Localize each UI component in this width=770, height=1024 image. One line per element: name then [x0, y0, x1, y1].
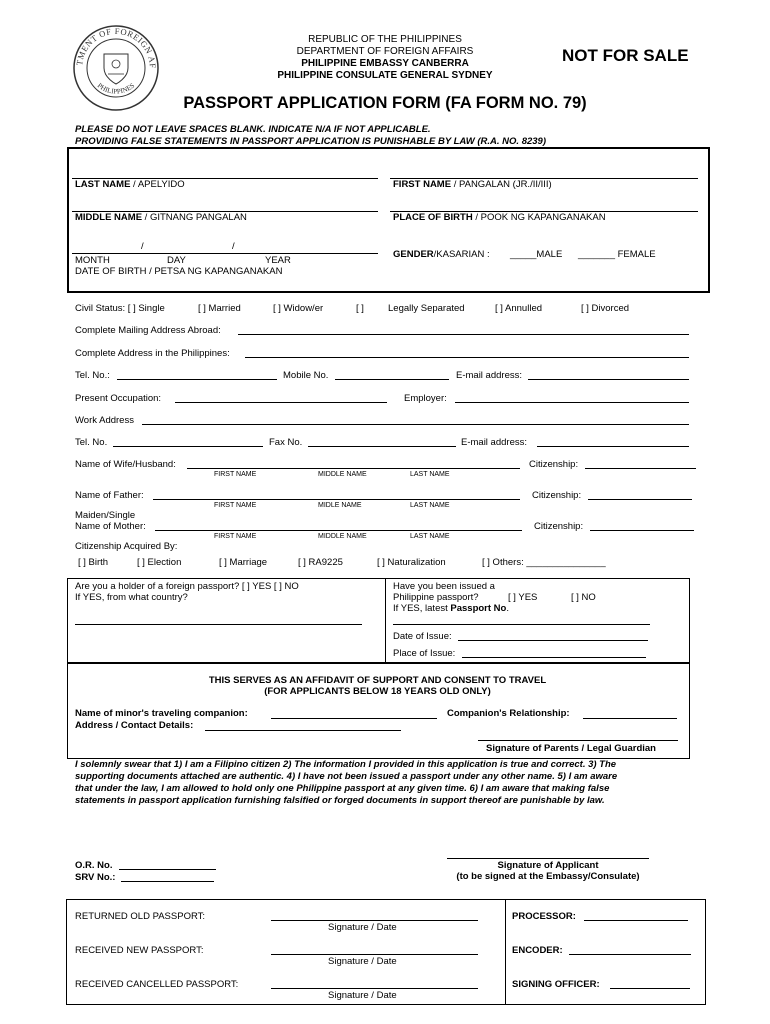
father-first-caption: FIRST NAME	[214, 502, 257, 509]
date-issue-label: Date of Issue:	[393, 631, 452, 642]
mother-citizenship-line[interactable]	[590, 530, 694, 531]
received-new-label: RECEIVED NEW PASSPORT:	[75, 945, 204, 956]
returned-old-sig-date: Signature / Date	[328, 922, 397, 933]
foreign-country-label: If YES, from what country?	[75, 592, 188, 603]
issued-question-2: Philippine passport?	[393, 592, 479, 603]
companion-address-line[interactable]	[205, 730, 401, 731]
tel-label: Tel. No.:	[75, 370, 110, 381]
place-issue-label: Place of Issue:	[393, 648, 456, 659]
form-title: PASSPORT APPLICATION FORM (FA FORM NO. 79)	[183, 94, 587, 112]
applicant-signature-line[interactable]	[447, 858, 649, 859]
issued-no[interactable]: [ ] NO	[571, 592, 596, 603]
foreign-passport-question[interactable]: Are you a holder of a foreign passport? [ ] YES [ ] NO	[75, 581, 299, 592]
first-name-label: FIRST NAME / PANGALAN (JR./II/III)	[393, 179, 552, 190]
father-line[interactable]	[153, 499, 520, 500]
or-line[interactable]	[119, 869, 216, 870]
occupation-label: Present Occupation:	[75, 393, 162, 404]
mother-label: Name of Mother:	[75, 521, 146, 532]
gender-label: GENDER/KASARIAN :	[393, 249, 490, 260]
mother-middle-caption: MIDDLE NAME	[318, 533, 367, 540]
email-line[interactable]	[528, 379, 689, 380]
civil-status-legsep-box[interactable]: [ ]	[356, 303, 364, 314]
employer-label: Employer:	[404, 393, 447, 404]
middle-name-label: MIDDLE NAME / GITNANG PANGALAN	[75, 212, 247, 223]
signing-officer-label: SIGNING OFFICER:	[512, 979, 600, 990]
not-for-sale: NOT FOR SALE	[562, 46, 689, 65]
last-name-label: LAST NAME / APELYIDO	[75, 179, 185, 190]
srv-line[interactable]	[121, 881, 214, 882]
foreign-country-line[interactable]	[75, 624, 362, 625]
work-email-label: E-mail address:	[461, 437, 527, 448]
civil-status-widow[interactable]: [ ] Widow/er	[273, 303, 324, 314]
fax-line[interactable]	[308, 446, 456, 447]
father-citizenship-line[interactable]	[588, 499, 692, 500]
oath-line-3: that under the law, I am allowed to hold only one Philippine passport at any given time. 6) I am aware that making false	[75, 783, 610, 794]
spouse-label: Name of Wife/Husband:	[75, 459, 176, 470]
issued-yes[interactable]: [ ] YES	[508, 592, 538, 603]
received-new-sig-date: Signature / Date	[328, 956, 397, 967]
spouse-citizenship-label: Citizenship:	[529, 459, 579, 470]
received-cancelled-line[interactable]	[271, 988, 478, 989]
civil-status-legsep: Legally Separated	[388, 303, 465, 314]
mailing-address-line[interactable]	[238, 334, 689, 335]
processor-label: PROCESSOR:	[512, 911, 576, 922]
employer-line[interactable]	[455, 402, 689, 403]
dob-slash-2: /	[232, 241, 235, 252]
father-citizenship-label: Citizenship:	[532, 490, 582, 501]
applicant-signature-label: Signature of Applicant	[497, 860, 599, 871]
spouse-line[interactable]	[187, 468, 520, 469]
dob-day: DAY	[167, 255, 186, 266]
or-label: O.R. No.	[75, 860, 113, 871]
place-of-birth-label: PLACE OF BIRTH / POOK NG KAPANGANAKAN	[393, 212, 606, 223]
oath-line-4: statements in passport application furnishing falsified or forged documents in support thereof are punishable by law.	[75, 795, 605, 806]
office-use-divider	[505, 899, 506, 1004]
ph-address-line[interactable]	[245, 357, 689, 358]
header-republic: REPUBLIC OF THE PHILIPPINES	[308, 34, 462, 45]
mobile-line[interactable]	[335, 379, 449, 380]
passport-box-divider	[385, 578, 386, 663]
oath-line-1: I solemnly swear that 1) I am a Filipino citizen 2) The information I provided in this application is true and correct. 3) The	[75, 759, 617, 770]
father-label: Name of Father:	[75, 490, 144, 501]
encoder-label: ENCODER:	[512, 945, 563, 956]
applicant-signature-note: (to be signed at the Embassy/Consulate)	[456, 871, 640, 882]
dob-slash-1: /	[141, 241, 144, 252]
affidavit-title: THIS SERVES AS AN AFFIDAVIT OF SUPPORT AND CONSENT TO TRAVEL	[208, 675, 547, 686]
citizenship-acquired-label: Citizenship Acquired By:	[75, 541, 178, 552]
received-new-line[interactable]	[271, 954, 478, 955]
processor-line[interactable]	[584, 920, 688, 921]
notice-blank: PLEASE DO NOT LEAVE SPACES BLANK. INDICATE N/A IF NOT APPLICABLE.	[75, 124, 431, 135]
parents-signature-line[interactable]	[478, 740, 678, 741]
issued-question-1: Have you been issued a	[393, 581, 495, 592]
spouse-middle-caption: MIDDLE NAME	[318, 471, 367, 478]
dob-month: MONTH	[75, 255, 110, 266]
seal-bottom-text: PHILIPPINES	[95, 81, 137, 96]
mother-first-caption: FIRST NAME	[214, 533, 257, 540]
civil-status-annulled[interactable]: [ ] Annulled	[495, 303, 543, 314]
received-cancelled-sig-date: Signature / Date	[328, 990, 397, 1001]
header-dfa: DEPARTMENT OF FOREIGN AFFAIRS	[296, 46, 474, 57]
affidavit-subtitle: (FOR APPLICANTS BELOW 18 YEARS OLD ONLY)	[264, 686, 491, 697]
mother-citizenship-label: Citizenship:	[534, 521, 584, 532]
header-embassy: PHILIPPINE EMBASSY CANBERRA	[301, 58, 469, 69]
ph-address-label: Complete Address in the Philippines:	[75, 348, 230, 359]
acq-ra9225[interactable]: [ ] RA9225	[298, 557, 343, 568]
svg-text:DEPARTMENT OF FOREIGN AFFAIRS	[72, 24, 158, 69]
email-label: E-mail address:	[456, 370, 522, 381]
parents-signature-label: Signature of Parents / Legal Guardian	[486, 743, 656, 754]
work-address-label: Work Address	[75, 415, 134, 426]
srv-label: SRV No.:	[75, 872, 116, 883]
spouse-citizenship-line[interactable]	[585, 468, 696, 469]
place-issue-line[interactable]	[462, 657, 646, 658]
dob-label: DATE OF BIRTH / PETSA NG KAPANGANAKAN	[75, 266, 283, 277]
acq-marriage[interactable]: [ ] Marriage	[219, 557, 268, 568]
acq-others[interactable]: [ ] Others: _______________	[482, 557, 606, 568]
mobile-label: Mobile No.	[283, 370, 329, 381]
latest-passport-label: If YES, latest Passport No.	[393, 603, 509, 614]
signing-officer-line[interactable]	[610, 988, 690, 989]
encoder-line[interactable]	[569, 954, 691, 955]
acq-birth[interactable]: [ ] Birth	[78, 557, 109, 568]
companion-label: Name of minor's traveling companion:	[75, 708, 248, 719]
mother-last-caption: LAST NAME	[410, 533, 450, 540]
civil-status-single[interactable]: Civil Status: [ ] Single	[75, 303, 165, 314]
acq-naturalization[interactable]: [ ] Naturalization	[377, 557, 446, 568]
returned-old-label: RETURNED OLD PASSPORT:	[75, 911, 206, 922]
father-middle-caption: MIDLE NAME	[318, 502, 362, 509]
returned-old-line[interactable]	[271, 920, 478, 921]
header-consulate: PHILIPPINE CONSULATE GENERAL SYDNEY	[277, 70, 493, 81]
mailing-address-label: Complete Mailing Address Abroad:	[75, 325, 221, 336]
relationship-line[interactable]	[583, 718, 677, 719]
latest-passport-line[interactable]	[393, 624, 650, 625]
occupation-line[interactable]	[175, 402, 387, 403]
fax-label: Fax No.	[269, 437, 303, 448]
civil-status-divorced[interactable]: [ ] Divorced	[581, 303, 630, 314]
companion-address-label: Address / Contact Details:	[75, 720, 194, 731]
work-address-line[interactable]	[142, 424, 689, 425]
gender-female[interactable]: _______ FEMALE	[578, 249, 656, 260]
dob-line[interactable]	[72, 253, 378, 254]
civil-status-married[interactable]: [ ] Married	[198, 303, 241, 314]
tel-line[interactable]	[117, 379, 277, 380]
work-tel-line[interactable]	[113, 446, 263, 447]
oath-line-2: supporting documents attached are authentic. 4) I have not been issued a passport under any other name. 5) I am aware	[75, 771, 618, 782]
notice-false-statements: PROVIDING FALSE STATEMENTS IN PASSPORT APPLICATION IS PUNISHABLE BY LAW (R.A. NO. 8239)	[75, 136, 547, 147]
spouse-last-caption: LAST NAME	[410, 471, 450, 478]
maiden-label: Maiden/Single	[75, 510, 136, 521]
received-cancelled-label: RECEIVED CANCELLED PASSPORT:	[75, 979, 239, 990]
seal-top-text: TMENT OF FOREIGN AF	[74, 25, 159, 69]
work-tel-label: Tel. No.	[75, 437, 108, 448]
relationship-label: Companion's Relationship:	[447, 708, 570, 719]
mother-line[interactable]	[155, 530, 522, 531]
companion-line[interactable]	[271, 718, 437, 719]
work-email-line[interactable]	[537, 446, 689, 447]
dob-year: YEAR	[265, 255, 291, 266]
acq-election[interactable]: [ ] Election	[137, 557, 182, 568]
father-last-caption: LAST NAME	[410, 502, 450, 509]
gender-male[interactable]: _____MALE	[510, 249, 563, 260]
date-issue-line[interactable]	[458, 640, 648, 641]
spouse-first-caption: FIRST NAME	[214, 471, 257, 478]
